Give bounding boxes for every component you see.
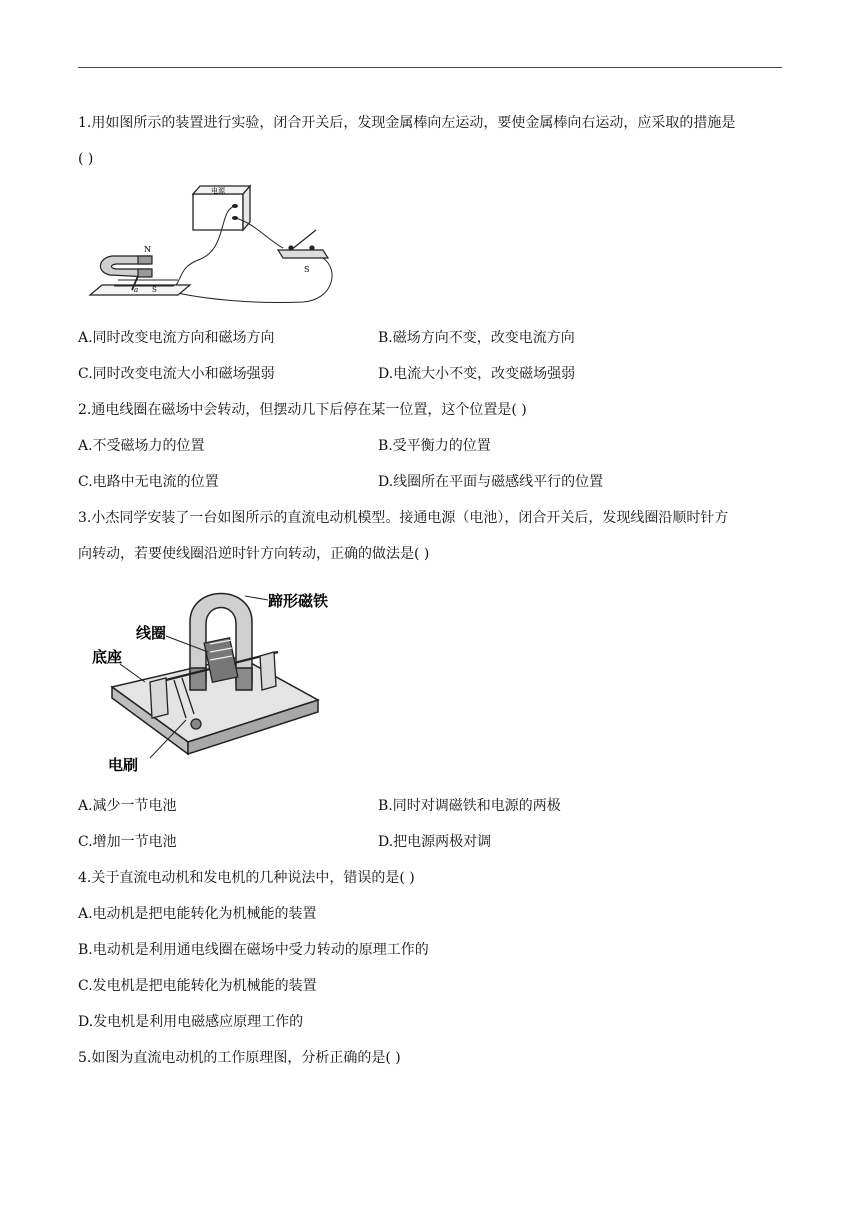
q1-figure <box>78 180 340 310</box>
base-label: 底座 <box>92 648 123 666</box>
q1-option-b[interactable]: B.磁场方向不变，改变电流方向 <box>378 330 575 346</box>
q4-stem: 4.关于直流电动机和发电机的几种说法中，错误的是( ) <box>78 870 415 886</box>
rod-a-label: a <box>134 286 139 294</box>
q3-option-c[interactable]: C.增加一节电池 <box>78 834 177 850</box>
q1-option-a[interactable]: A.同时改变电流方向和磁场方向 <box>78 330 275 346</box>
q2-option-a[interactable]: A.不受磁场力的位置 <box>78 438 205 454</box>
q2-stem: 2.通电线圈在磁场中会转动，但摆动几下后停在某一位置，这个位置是( ) <box>78 402 527 418</box>
q2-option-c[interactable]: C.电路中无电流的位置 <box>78 474 219 490</box>
q3-option-a[interactable]: A.减少一节电池 <box>78 798 177 814</box>
q2-option-d[interactable]: D.线圈所在平面与磁感线平行的位置 <box>378 474 604 490</box>
q3-figure <box>90 582 350 782</box>
q1-option-c[interactable]: C.同时改变电流大小和磁场强弱 <box>78 366 275 382</box>
magnet-s-label: S <box>152 286 157 294</box>
magnet-label: 蹄形磁铁 <box>268 592 329 610</box>
header-rule <box>78 67 782 68</box>
coil-label: 线圈 <box>136 624 167 642</box>
magnet-n-label: N <box>144 245 151 254</box>
q4-option-d[interactable]: D.发电机是利用电磁感应原理工作的 <box>78 1014 304 1030</box>
q1-stem-line1: 1.用如图所示的装置进行实验，闭合开关后，发现金属棒向左运动，要使金属棒向右运动，应采取的措施是 <box>78 115 736 131</box>
switch-label: S <box>304 265 310 274</box>
q3-option-d[interactable]: D.把电源两极对调 <box>378 834 492 850</box>
horseshoe-magnet <box>100 256 152 277</box>
q1-option-d[interactable]: D.电流大小不变，改变磁场强弱 <box>378 366 576 382</box>
q3-stem-line1: 3.小杰同学安装了一台如图所示的直流电动机模型。接通电源（电池），闭合开关后，发现线圈沿顺时针方 <box>78 510 729 526</box>
q4-option-b[interactable]: B.电动机是利用通电线圈在磁场中受力转动的原理工作的 <box>78 942 429 958</box>
power-supply-label: 电源 <box>211 187 225 195</box>
q3-option-b[interactable]: B.同时对调磁铁和电源的两极 <box>378 798 561 814</box>
q2-option-b[interactable]: B.受平衡力的位置 <box>378 438 491 454</box>
brush-label: 电刷 <box>108 756 139 774</box>
q3-stem-line2: 向转动，若要使线圈沿逆时针方向转动，正确的做法是( ) <box>78 546 430 562</box>
q4-option-a[interactable]: A.电动机是把电能转化为机械能的装置 <box>78 906 317 922</box>
q4-option-c[interactable]: C.发电机是把电能转化为机械能的装置 <box>78 978 317 994</box>
switch <box>278 230 328 258</box>
q1-stem-line2: ( ) <box>78 151 94 167</box>
q5-stem: 5.如图为直流电动机的工作原理图，分析正确的是( ) <box>78 1050 401 1066</box>
